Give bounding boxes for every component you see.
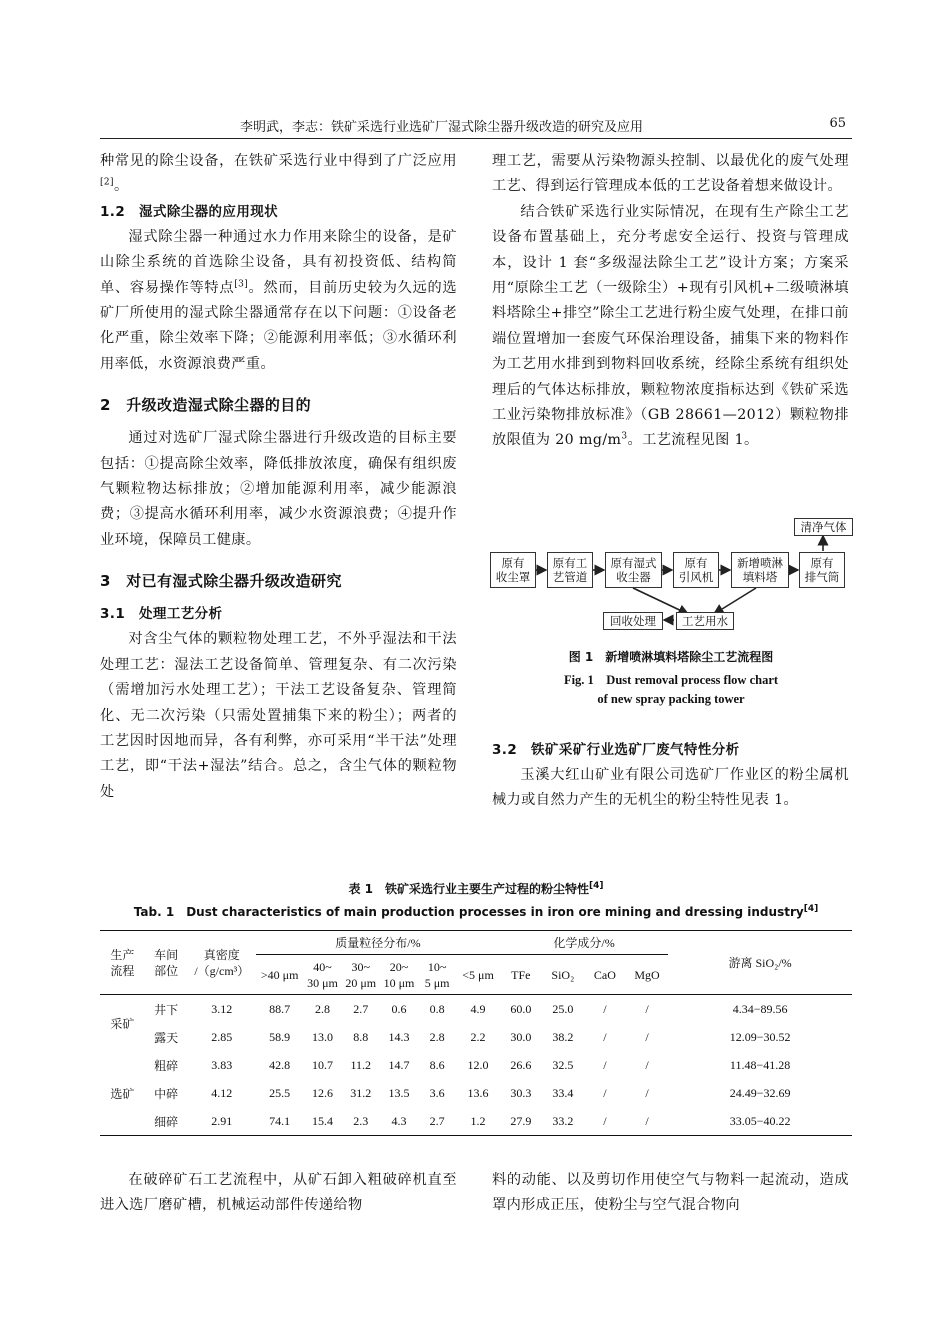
box-original-hood: 原有 收尘罩 (490, 552, 536, 588)
table-cell: 33.05−40.22 (729, 1113, 791, 1128)
col-group-size: 质量粒径分布/% (256, 931, 500, 955)
table-cell: 2.7 (429, 1113, 445, 1128)
table-cell: 60.0 (510, 1001, 532, 1016)
table-cell: 0.8 (429, 1001, 445, 1016)
table-cell: / (603, 1113, 607, 1128)
table-row (100, 1023, 852, 1051)
table-cell: / (603, 1029, 607, 1044)
col-header: MgO (626, 955, 668, 995)
section-heading-3: 3 对已有湿式除尘器升级改造研究 (100, 572, 342, 591)
dust-characteristics-table (100, 930, 852, 1136)
table-cell: 粗碎 (154, 1058, 179, 1073)
table-cell: / (645, 1057, 649, 1072)
paragraph: 种常见的除尘设备，在铁矿采选行业中得到了广泛应用[2]。 (100, 153, 457, 195)
table-caption-cn: 表 1 铁矿采选行业主要生产过程的粉尘特性[4] (348, 881, 604, 896)
table-cell: 8.6 (429, 1057, 445, 1072)
table-cell: 42.8 (269, 1057, 291, 1072)
table-cell: 3.12 (211, 1001, 233, 1016)
table-cell: 33.4 (552, 1085, 574, 1100)
paragraph: 结合铁矿采选行业实际情况，在现有生产除尘工艺设备布置基础上，充分考虑安全运行、投资与管理成本，设计 1 套“多级湿法除尘工艺”设计方案；方案采用“原除尘工艺（一级除尘）+现有引风机+二级喷淋填料塔除尘+排空”除尘工艺进行粉尘废气处理，在排口前端位置增加一套废气环保治理设备，捕集下来的物料作为工艺用水排到到物料回收系统，经除尘系统有组织处理后的气体达标排放，颗粒物浓度指标达到《铁矿采选工业污染物排放标准》（GB 28661—2012）颗粒物排放限值为 20 $mg/m^3$。工艺流程见图 1。 (492, 203, 849, 449)
table-row (100, 995, 852, 1024)
box-original-pipe: 原有工 艺管道 (547, 552, 593, 588)
table-cell: / (603, 1001, 607, 1016)
paragraph: 理工艺，需要从污染物源头控制、以最优化的废气处理工艺、得到运行管理成本低的工艺设备着想来做设计。 (492, 153, 849, 195)
page-number: 65 (829, 116, 846, 131)
running-title: 李明武，李志：铁矿采选行业选矿厂湿式除尘器升级改造的研究及应用 (240, 120, 644, 135)
table-cell: 58.9 (269, 1029, 291, 1044)
table-cell: 2.91 (211, 1113, 233, 1128)
col-header: 20~ 10 μm (380, 955, 418, 995)
right-column-lower (492, 738, 849, 814)
table-cell: 12.6 (311, 1085, 333, 1100)
box-original-fan: 原有 引风机 (673, 552, 719, 588)
paragraph: 在破碎矿石工艺流程中，从矿石卸入粗破碎机直至进入选厂磨矿槽，机械运动部件传递给物 (100, 1172, 457, 1214)
col-header: <5 μm (456, 955, 500, 995)
table-cell: 0.6 (391, 1001, 407, 1016)
table-cell: 25.5 (269, 1085, 291, 1100)
subsection-heading-3-2: 3.2 铁矿采矿行业选矿厂废气特性分析 (492, 742, 740, 758)
table-cell: 31.2 (350, 1085, 372, 1100)
table-cell: 2.8 (429, 1029, 445, 1044)
table-cell: 14.3 (388, 1029, 410, 1044)
paragraph: 通过对选矿厂湿式除尘器进行升级改造的目标主要包括：①提高除尘效率，降低排放浓度，确保有组织废气颗粒物达标排放；②增加能源利用率，减少能源浪费；③提高水循环利用率，减少水资源浪费；④提升作业环境，保障员工健康。 (100, 430, 457, 548)
box-clean-gas: 清净气体 (794, 518, 853, 536)
paragraph: 对含尘气体的颗粒物处理工艺，不外乎湿法和干法处理工艺：湿法工艺设备简单、管理复杂、有二次污染（需增加污水处理工艺）；干法工艺设备复杂、管理简化、无二次污染（只需处置捕集下来的粉尘）；两者的工艺因时因地而异，各有利弊，亦可采用“半干法”处理工艺，即“干法+湿法”结合。总之，含尘气体的颗粒物处 (100, 631, 457, 800)
table-cell: 4.12 (211, 1085, 233, 1100)
table-cell: 露天 (154, 1030, 179, 1045)
table-cell: 88.7 (269, 1001, 291, 1016)
table-cell: 13.6 (467, 1085, 489, 1100)
table-cell: 中碎 (154, 1086, 179, 1101)
table-cell: 10.7 (311, 1057, 333, 1072)
table-cell: 15.4 (311, 1113, 333, 1128)
table-row (100, 1051, 852, 1079)
table-cell: 细碎 (154, 1114, 179, 1129)
col-header: CaO (584, 955, 626, 995)
table-cell: / (645, 1113, 649, 1128)
table-cell: / (645, 1085, 649, 1100)
bottom-left-text (100, 1168, 457, 1219)
table-cell: 3.6 (429, 1085, 445, 1100)
col-header-process: 生产 流程 (100, 931, 145, 995)
table-cell: 3.83 (211, 1057, 233, 1072)
table-cell: 8.8 (353, 1029, 369, 1044)
group-cell: 选矿 (110, 1086, 135, 1101)
paragraph: 料的动能、以及剪切作用使空气与物料一起流动，造成罩内形成正压，使粉尘与空气混合物向 (492, 1172, 849, 1214)
figure-caption-en-2: of new spray packing tower (597, 692, 745, 706)
box-original-stack: 原有 排气筒 (799, 552, 845, 588)
table-cell: 11.48−41.28 (729, 1057, 791, 1072)
table-caption-en: Tab. 1 Dust characteristics of main production processes in iron ore mining and dressing industry[4] (133, 904, 819, 919)
table-cell: 4.3 (391, 1113, 407, 1128)
table-cell: / (645, 1029, 649, 1044)
figure-caption-cn: 图 1 新增喷淋填料塔除尘工艺流程图 (568, 650, 774, 664)
subsection-heading-1-2: 1.2 湿式除尘器的应用现状 (100, 203, 279, 220)
table-cell: / (603, 1057, 607, 1072)
col-header-density: 真密度 /（g/cm³） (188, 931, 256, 995)
table-cell: 33.2 (552, 1113, 574, 1128)
table-cell: 14.7 (388, 1057, 410, 1072)
subsection-heading-3-1: 3.1 处理工艺分析 (100, 606, 223, 623)
running-header (100, 114, 852, 139)
figure-caption-en-1: Fig. 1 Dust removal process flow chart (563, 673, 779, 687)
citation: [2] (100, 177, 114, 188)
citation: [3] (234, 278, 249, 289)
col-header: 40~ 30 μm (303, 955, 341, 995)
col-header: 30~ 20 μm (342, 955, 380, 995)
table-cell: 1.2 (470, 1113, 486, 1128)
col-header-free-sio2: 游离 SiO₂/% (668, 931, 852, 995)
box-new-spray-tower: 新增喷淋 填料塔 (731, 552, 789, 588)
table-row (100, 1107, 852, 1136)
table-cell: 38.2 (552, 1029, 574, 1044)
table-cell: 2.7 (353, 1001, 369, 1016)
box-recovery: 回收处理 (603, 612, 663, 630)
table-cell: 27.9 (510, 1113, 532, 1128)
table-cell: 2.2 (470, 1029, 486, 1044)
col-header-workshop: 车间 部位 (145, 931, 188, 995)
paragraph: 湿式除尘器一种通过水力作用来除尘的设备，是矿山除尘系统的首选除尘设备，具有初投资低、结构简单、容易操作等特点[3]。然而，目前历史较为久远的选矿厂所使用的湿式除尘器通常存在以下问题：①设备老化严重，除尘效率下降；②能源利用率低；③水循环利用率低，水资源浪费严重。 (100, 228, 457, 372)
section-heading-2: 2 升级改造湿式除尘器的目的 (100, 396, 312, 415)
bottom-right-text (492, 1168, 849, 1219)
col-header: SiO₂ (542, 955, 584, 995)
table-row (100, 1079, 852, 1107)
table-cell: / (603, 1085, 607, 1100)
table-cell: 4.9 (470, 1001, 486, 1016)
col-group-chem: 化学成分/% (500, 931, 668, 955)
right-column (492, 149, 849, 454)
table-cell: 25.0 (552, 1001, 574, 1016)
left-column (100, 149, 457, 805)
table-cell: 13.5 (388, 1085, 410, 1100)
table-cell: 30.3 (510, 1085, 532, 1100)
table-cell: / (645, 1001, 649, 1016)
table-cell: 32.5 (552, 1057, 574, 1072)
table-cell: 2.3 (353, 1113, 369, 1128)
col-header: >40 μm (256, 955, 303, 995)
col-header: 10~ 5 μm (418, 955, 456, 995)
table-cell: 2.85 (211, 1029, 233, 1044)
table-cell: 24.49−32.69 (729, 1085, 791, 1100)
table-cell: 4.34−89.56 (732, 1001, 788, 1016)
table-cell: 12.09−30.52 (729, 1029, 791, 1044)
group-cell: 采矿 (110, 1016, 135, 1031)
box-original-wet-collector: 原有湿式 收尘器 (605, 552, 662, 588)
table-cell: 30.0 (510, 1029, 532, 1044)
table-cell: 11.2 (350, 1057, 371, 1072)
table-cell: 74.1 (269, 1113, 291, 1128)
table-cell: 13.0 (311, 1029, 333, 1044)
table-cell: 12.0 (467, 1057, 489, 1072)
table-cell: 2.8 (314, 1001, 330, 1016)
col-header: TFe (500, 955, 542, 995)
box-process-water: 工艺用水 (676, 612, 734, 630)
paragraph: 玉溪大红山矿业有限公司选矿厂作业区的粉尘属机械力或自然力产生的无机尘的粉尘特性见表 1。 (492, 767, 849, 809)
flow-chart-figure (490, 514, 852, 636)
table-cell: 井下 (154, 1002, 179, 1017)
table-cell: 26.6 (510, 1057, 532, 1072)
